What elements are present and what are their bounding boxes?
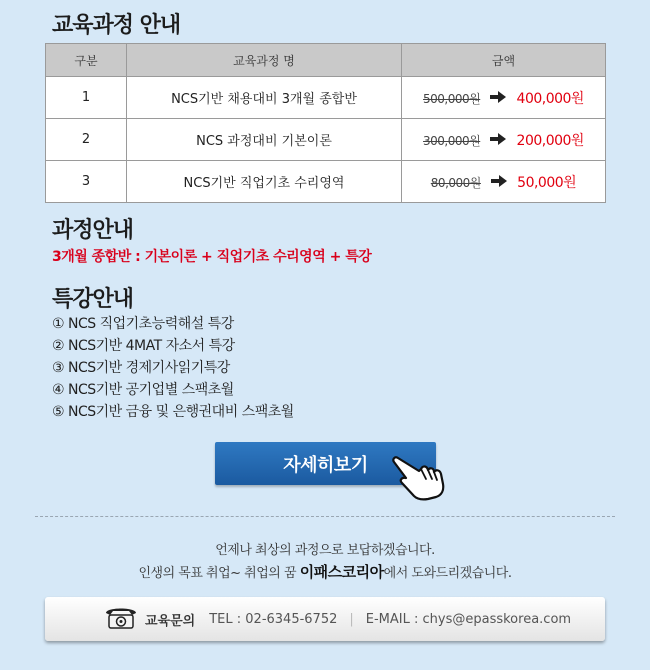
row-course-name: NCS 과정대비 기본이론	[127, 119, 402, 161]
header-price: 금액	[402, 44, 606, 77]
list-item: ④ NCS기반 공기업별 스팩초월	[52, 382, 234, 398]
footer-message-post: 에서 도와드리겠습니다.	[383, 566, 512, 581]
row-price	[402, 77, 606, 119]
program-guide-title: 과정안내	[52, 218, 134, 243]
table-row	[46, 119, 606, 161]
new-price: 200,000원	[516, 132, 584, 149]
email-address: E-MAIL : chys@epasskorea.com	[365, 611, 572, 627]
footer-message-2	[0, 561, 650, 582]
footer-message-1: 언제나 최상의 과정으로 보답하겠습니다.	[215, 543, 435, 558]
table-row	[46, 77, 606, 119]
row-no: 3	[46, 161, 127, 203]
row-course-name: NCS기반 직업기초 수리영역	[127, 161, 402, 203]
brand-name: 이패스코리아	[299, 563, 384, 581]
lecture-guide-title: 특강안내	[52, 287, 134, 312]
table-row	[46, 161, 606, 203]
list-item: ② NCS기반 4MAT 자소서 특강	[52, 338, 235, 354]
list-item: ③ NCS기반 경제기사읽기특강	[52, 360, 230, 376]
contact-bar	[45, 597, 605, 641]
arrow-right-icon	[490, 133, 506, 149]
new-price: 400,000원	[516, 90, 584, 107]
header-no: 구분	[46, 44, 127, 77]
table-header-row	[46, 44, 606, 77]
program-info-text: 3개월 종합반 : 기본이론 + 직업기초 수리영역 + 특강	[52, 249, 372, 265]
row-course-name: NCS기반 채용대비 3개월 종합반	[127, 77, 402, 119]
old-price: 80,000원	[430, 175, 481, 190]
row-no: 1	[46, 77, 127, 119]
lecture-list	[52, 313, 294, 423]
contact-label: 교육문의	[145, 613, 196, 629]
telephone-icon	[103, 604, 139, 634]
course-guide-title: 교육과정 안내	[52, 13, 181, 38]
contact-separator: |	[349, 611, 354, 627]
list-item: ① NCS 직업기초능력해설 특강	[52, 316, 234, 332]
arrow-right-icon	[491, 175, 507, 191]
pointer-hand-icon	[392, 452, 446, 506]
row-no: 2	[46, 119, 127, 161]
course-table	[45, 43, 606, 203]
new-price: 50,000원	[517, 174, 577, 191]
row-price	[402, 161, 606, 203]
old-price: 300,000원	[423, 133, 481, 148]
telephone-number: TEL : 02-6345-6752	[209, 611, 338, 627]
row-price	[402, 119, 606, 161]
footer-message-pre: 인생의 목표 취업~ 취업의 꿈	[138, 566, 300, 581]
list-item: ⑤ NCS기반 금융 및 은행권대비 스팩초월	[52, 404, 294, 420]
arrow-right-icon	[490, 91, 506, 107]
old-price: 500,000원	[423, 91, 481, 106]
divider	[35, 516, 615, 517]
view-details-label: 자세히보기	[283, 454, 368, 476]
header-course-name: 교육과정 명	[127, 44, 402, 77]
